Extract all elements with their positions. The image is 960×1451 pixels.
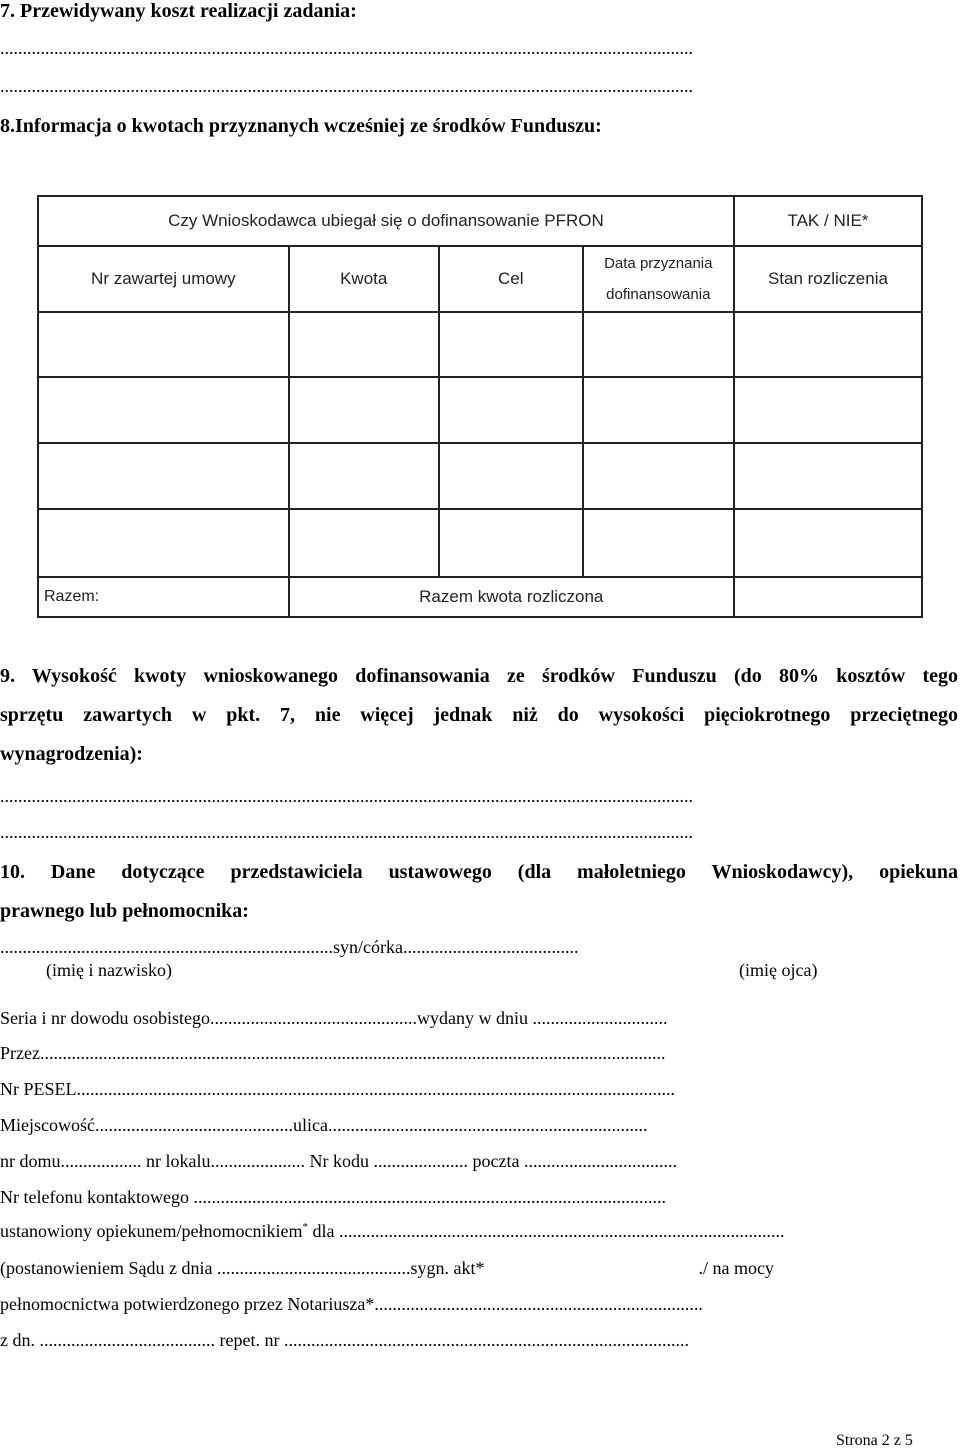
total-label: Razem:: [38, 577, 289, 617]
table-cell[interactable]: [38, 443, 289, 509]
section9-heading: [0, 657, 958, 774]
table-cell[interactable]: [38, 377, 289, 443]
father-name-caption: (imię ojca): [739, 960, 818, 980]
table-cell[interactable]: [583, 443, 734, 509]
table-cell[interactable]: [439, 377, 583, 443]
table-row: [38, 443, 922, 509]
address-numbers-line[interactable]: nr domu.................. nr lokalu..................... Nr kodu ..................... poczta ..................................: [0, 1151, 677, 1171]
prior-funding-table: [37, 195, 923, 618]
section10-heading: [0, 853, 958, 931]
table-cell[interactable]: [439, 509, 583, 577]
table-cell[interactable]: [38, 312, 289, 377]
table-cell[interactable]: [289, 509, 439, 577]
table-cell[interactable]: [583, 312, 734, 377]
name-and-relation-line[interactable]: ..........................................................................syn/córka.......................................: [0, 937, 579, 957]
header-purpose: Cel: [439, 246, 583, 312]
pesel-line[interactable]: Nr PESEL.....................................................................................................................................: [0, 1079, 675, 1099]
section7-heading: 7. Przewidywany koszt realizacji zadania:: [0, 0, 357, 22]
table-cell[interactable]: [583, 509, 734, 577]
table-cell[interactable]: [734, 377, 922, 443]
section9-fill-line[interactable]: ..........................................................................................................................................................: [0, 786, 693, 806]
section9-fill-line[interactable]: ..........................................................................................................................................................: [0, 822, 693, 842]
section9-heading-line: sprzętu zawartych w pkt. 7, nie więcej jednak niż do wysokości pięciokrotnego przeciętnego: [0, 704, 958, 726]
total-settled-value[interactable]: [734, 577, 922, 617]
table-row: [38, 377, 922, 443]
notary-line[interactable]: pełnomocnictwa potwierdzonego przez Notariusza*.........................................................................: [0, 1294, 703, 1314]
header-contract-no: Nr zawartej umowy: [38, 246, 289, 312]
court-decision-tail: ./ na mocy: [698, 1258, 774, 1278]
section10-heading-line: 10. Dane dotyczące przedstawiciela ustawowego (dla małoletniego Wnioskodawcy), opiekuna: [0, 861, 958, 883]
name-caption: (imię i nazwisko): [46, 960, 172, 980]
pfron-question-cell: Czy Wnioskodawca ubiegał się o dofinansowanie PFRON: [38, 196, 734, 246]
table-cell[interactable]: [38, 509, 289, 577]
table-cell[interactable]: [439, 312, 583, 377]
court-decision-line[interactable]: [0, 1258, 958, 1279]
section9-heading-line: wynagrodzenia):: [0, 743, 143, 765]
phone-line[interactable]: Nr telefonu kontaktowego .........................................................................................................: [0, 1187, 666, 1207]
table-cell[interactable]: [734, 443, 922, 509]
guardian-line[interactable]: [0, 1221, 958, 1242]
table-cell[interactable]: [439, 443, 583, 509]
table-cell[interactable]: [583, 377, 734, 443]
header-grant-date-line2: dofinansowania: [606, 286, 711, 303]
place-street-line[interactable]: Miejscowość............................................ulica.......................................................................: [0, 1115, 648, 1135]
section10-heading-line: prawnego lub pełnomocnika:: [0, 900, 249, 922]
guardian-text: ustanowiony opiekunem/pełnomocnikiem: [0, 1221, 303, 1241]
repertory-line[interactable]: z dn. ....................................... repet. nr ..........................................................................................: [0, 1330, 689, 1350]
header-grant-date-line1: Data przyznania: [604, 255, 713, 272]
id-document-line[interactable]: Seria i nr dowodu osobistego..............................................wydany w dniu ..............................: [0, 1008, 668, 1028]
section8-heading: 8.Informacja o kwotach przyznanych wcześniej ze środków Funduszu:: [0, 115, 602, 137]
court-decision-text: (postanowieniem Sądu z dnia ...........................................sygn. akt*: [0, 1258, 485, 1278]
table-row: [38, 509, 922, 577]
guardian-fill: dla ...................................................................................................: [307, 1221, 785, 1241]
header-settlement-status: Stan rozliczenia: [734, 246, 922, 312]
section7-fill-line[interactable]: ..........................................................................................................................................................: [0, 38, 693, 58]
table-cell[interactable]: [734, 312, 922, 377]
table-cell[interactable]: [289, 443, 439, 509]
issued-by-line[interactable]: Przez...........................................................................................................................................: [0, 1043, 666, 1063]
yes-no-cell[interactable]: TAK / NIE*: [734, 196, 922, 246]
page-number: Strona 2 z 5: [836, 1432, 913, 1449]
table-cell[interactable]: [289, 312, 439, 377]
table-cell[interactable]: [734, 509, 922, 577]
total-settled-label: Razem kwota rozliczona: [289, 577, 734, 617]
header-grant-date: [583, 246, 734, 312]
table-row: [38, 312, 922, 377]
section9-heading-line: 9. Wysokość kwoty wnioskowanego dofinansowania ze środków Funduszu (do 80% kosztów tego: [0, 665, 958, 687]
table-cell[interactable]: [289, 377, 439, 443]
footnote-marker: *: [302, 1221, 308, 1233]
section7-fill-line[interactable]: ..........................................................................................................................................................: [0, 76, 693, 96]
header-amount: Kwota: [289, 246, 439, 312]
